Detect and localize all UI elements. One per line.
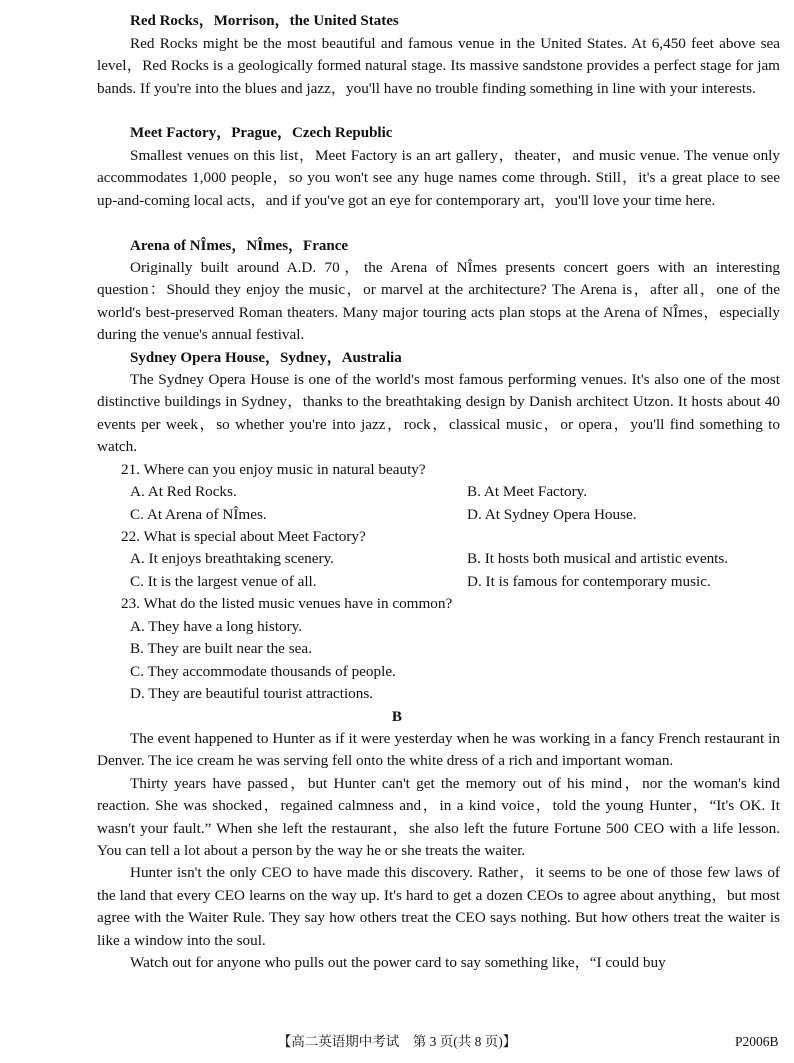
sydney-heading: Sydney Opera House，Sydney，Australia: [130, 350, 402, 366]
meet-factory-paragraph: Smallest venues on this list，Meet Factory is an art gallery，theater，and music venue. The venue only accommodates 1,000 people，so you won't see any huge names come through. Still，it's a great place to see up-and-coming local acts，and if you've got an eye for contemporary art，you'll love your time here.: [97, 147, 780, 209]
passage-b-paragraph-4: Watch out for anyone who pulls out the power card to say something like，“I could buy: [130, 954, 666, 972]
question-21-stem: 21. Where can you enjoy music in natural beauty?: [121, 461, 426, 478]
question-22-option-a[interactable]: A. It enjoys breathtaking scenery.: [130, 550, 334, 567]
question-21-option-a[interactable]: A. At Red Rocks.: [130, 483, 237, 500]
paper-code: P2006B: [735, 1034, 779, 1049]
passage-b-body: [97, 728, 780, 974]
sydney-text-block: [97, 369, 780, 459]
page-footer-label: 【高二英语期中考试 第 3 页(共 8 页)】: [277, 1034, 517, 1049]
arena-text-block: [97, 257, 780, 347]
passage-b-paragraph-2: Thirty years have passed，but Hunter can't get the memory out of his mind，nor the woman's kind reaction. She was shocked，regained calmness and，in a kind voice，told the young Hunter，“It's OK. It wasn't your fault.” When she left the restaurant，she also left the future Fortune 500 CEO with a life lesson. You can tell a lot about a person by the way he or she treats the waiter.: [97, 774, 780, 860]
question-21-option-b[interactable]: B. At Meet Factory.: [467, 483, 588, 500]
red-rocks-text-block: [97, 33, 780, 100]
question-23-stem: 23. What do the listed music venues have in common?: [121, 595, 453, 612]
passage-b-paragraph-1: The event happened to Hunter as if it were yesterday when he was working in a fancy French restaurant in Denver. The ice cream he was serving fell onto the white dress of a rich and important woman.: [97, 730, 780, 770]
question-23-option-a[interactable]: A. They have a long history.: [130, 618, 303, 635]
question-22-option-b[interactable]: B. It hosts both musical and artistic events.: [467, 550, 729, 567]
red-rocks-heading: Red Rocks，Morrison，the United States: [130, 13, 399, 29]
passage-b-paragraph-3: Hunter isn't the only CEO to have made this discovery. Rather，it seems to be one of those few laws of the land that every CEO learns on the way up. It's hard to get a dozen CEOs to agree about anything，but most agree with the Waiter Rule. They say how others treat the CEO says nothing. But how others treat the waiter is like a window into the soul.: [97, 864, 780, 949]
passage-b-label: B: [391, 708, 403, 725]
meet-factory-heading: Meet Factory，Prague，Czech Republic: [130, 125, 393, 141]
question-23-option-b[interactable]: B. They are built near the sea.: [130, 640, 312, 657]
question-21-option-d[interactable]: D. At Sydney Opera House.: [467, 506, 637, 523]
sydney-paragraph: The Sydney Opera House is one of the world's most famous performing venues. It's also one of the most distinctive buildings in Sydney，thanks to the breathtaking design by Danish architect Utzon. It hosts about 40 events per week，so whether you're into jazz，rock，classical music，or opera，you'll find something to watch.: [97, 371, 780, 456]
arena-heading: Arena of NÎmes，NÎmes，France: [130, 238, 349, 254]
meet-factory-text-block: [97, 145, 780, 212]
red-rocks-paragraph: Red Rocks might be the most beautiful and famous venue in the United States. At 6,450 feet above sea level，Red Rocks is a geologically formed natural stage. Its massive sandstone provides a perfect stage for jam bands. If you're into the blues and jazz，you'll have no trouble finding something in line with your interests.: [97, 35, 780, 97]
arena-paragraph: Originally built around A.D. 70，the Arena of NÎmes presents concert goers with an interesting question：Should they enjoy the music，or marvel at the architecture? The Arena is，after all，one of the world's best-preserved Roman theaters. Many major touring acts plan stops at the Arena of NÎmes，especially during the venue's annual festival.: [97, 259, 780, 344]
question-22-option-c[interactable]: C. It is the largest venue of all.: [130, 573, 317, 590]
question-23-option-c[interactable]: C. They accommodate thousands of people.: [130, 663, 396, 680]
question-22-option-d[interactable]: D. It is famous for contemporary music.: [467, 573, 711, 590]
question-23-option-d[interactable]: D. They are beautiful tourist attractions.: [130, 685, 374, 702]
question-21-option-c[interactable]: C. At Arena of NÎmes.: [130, 506, 267, 523]
question-22-stem: 22. What is special about Meet Factory?: [121, 528, 366, 545]
